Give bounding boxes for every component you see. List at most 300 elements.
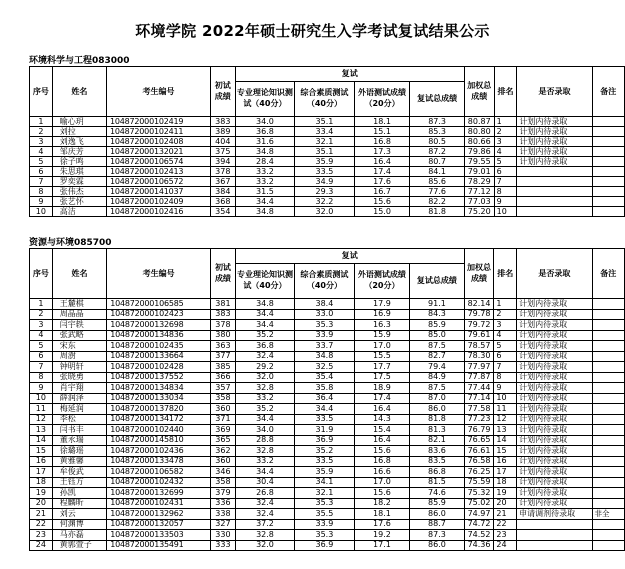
cell-initial-score: 327 bbox=[211, 519, 236, 530]
cell-initial-score: 394 bbox=[210, 157, 235, 167]
cell-rank: 9 bbox=[494, 383, 517, 394]
cell-professional-score: 28.4 bbox=[235, 157, 295, 167]
cell-initial-score: 389 bbox=[210, 127, 235, 137]
cell-language-score: 18.1 bbox=[354, 509, 410, 520]
header-admission: 是否录取 bbox=[517, 67, 592, 117]
cell-seq: 23 bbox=[30, 530, 53, 541]
cell-professional-score: 34.0 bbox=[235, 425, 294, 436]
cell-rank: 1 bbox=[494, 117, 517, 127]
cell-professional-score: 26.8 bbox=[235, 488, 294, 499]
cell-name: 张伟杰 bbox=[52, 187, 106, 197]
cell-admission-status bbox=[517, 167, 592, 177]
cell-retest-total: 82.1 bbox=[410, 435, 464, 446]
cell-rank: 8 bbox=[494, 187, 517, 197]
cell-exam-id: 104872000134172 bbox=[107, 414, 211, 425]
cell-exam-id: 104872000102419 bbox=[106, 117, 210, 127]
cell-rank: 6 bbox=[494, 167, 517, 177]
cell-language-score: 16.7 bbox=[354, 187, 410, 197]
cell-comprehensive-score: 36.9 bbox=[295, 435, 354, 446]
cell-weighted-score: 75.32 bbox=[464, 488, 494, 499]
cell-weighted-score: 78.57 bbox=[464, 341, 494, 352]
cell-initial-score: 384 bbox=[210, 187, 235, 197]
cell-initial-score: 346 bbox=[211, 467, 236, 478]
cell-comprehensive-score: 34.4 bbox=[295, 404, 354, 415]
cell-comprehensive-score: 35.4 bbox=[295, 372, 354, 383]
cell-rank: 16 bbox=[494, 456, 517, 467]
cell-rank: 10 bbox=[494, 207, 517, 217]
cell-name: 喻心玥 bbox=[52, 117, 106, 127]
cell-admission-status: 计划内待录取 bbox=[517, 477, 592, 488]
table-row bbox=[30, 187, 625, 197]
header-initial-score: 初试成绩 bbox=[211, 249, 236, 299]
cell-language-score: 16.4 bbox=[354, 157, 410, 167]
cell-professional-score: 37.2 bbox=[235, 519, 294, 530]
cell-language-score: 17.4 bbox=[354, 167, 410, 177]
table-row bbox=[30, 341, 625, 352]
cell-remark bbox=[592, 414, 624, 425]
cell-seq: 4 bbox=[30, 147, 53, 157]
table-row bbox=[30, 299, 625, 310]
cell-professional-score: 33.2 bbox=[235, 393, 294, 404]
cell-professional-score: 28.8 bbox=[235, 435, 294, 446]
cell-comprehensive-score: 35.2 bbox=[295, 446, 354, 457]
cell-admission-status bbox=[517, 540, 592, 551]
cell-retest-total: 87.2 bbox=[410, 147, 464, 157]
cell-admission-status: 计划内待录取 bbox=[517, 456, 592, 467]
cell-language-score: 16.9 bbox=[354, 309, 410, 320]
cell-comprehensive-score: 32.1 bbox=[295, 488, 354, 499]
cell-name: 肖宇翔 bbox=[52, 383, 106, 394]
cell-language-score: 16.3 bbox=[354, 320, 410, 331]
cell-professional-score: 34.8 bbox=[235, 207, 295, 217]
cell-exam-id: 104872000102432 bbox=[107, 477, 211, 488]
cell-name: 朱思琪 bbox=[52, 167, 106, 177]
cell-exam-id: 104872000106574 bbox=[106, 157, 210, 167]
cell-rank: 9 bbox=[494, 197, 517, 207]
cell-initial-score: 381 bbox=[211, 299, 236, 310]
cell-comprehensive-score: 36.4 bbox=[295, 393, 354, 404]
cell-admission-status: 计划内待录取 bbox=[517, 320, 592, 331]
section-label-resources-env: 资源与环境085700 bbox=[29, 238, 112, 248]
cell-initial-score: 375 bbox=[210, 147, 235, 157]
table-row bbox=[30, 467, 625, 478]
cell-remark bbox=[592, 309, 624, 320]
cell-initial-score: 371 bbox=[211, 414, 236, 425]
cell-rank: 8 bbox=[494, 372, 517, 383]
cell-initial-score: 377 bbox=[211, 351, 236, 362]
cell-professional-score: 30.4 bbox=[235, 477, 294, 488]
cell-remark bbox=[592, 456, 624, 467]
cell-initial-score: 404 bbox=[210, 137, 235, 147]
cell-language-score: 17.6 bbox=[354, 177, 410, 187]
cell-retest-total: 85.0 bbox=[410, 330, 464, 341]
cell-name: 邹庆芳 bbox=[52, 147, 106, 157]
cell-exam-id: 104872000134834 bbox=[107, 383, 211, 394]
cell-weighted-score: 74.52 bbox=[464, 530, 494, 541]
header-admission: 是否录取 bbox=[517, 249, 592, 299]
cell-rank: 12 bbox=[494, 414, 517, 425]
cell-name: 闫书丰 bbox=[52, 425, 106, 436]
cell-professional-score: 36.8 bbox=[235, 127, 295, 137]
cell-weighted-score: 76.65 bbox=[464, 435, 494, 446]
cell-seq: 3 bbox=[30, 320, 53, 331]
cell-name: 徐璐瑶 bbox=[52, 446, 106, 457]
cell-retest-total: 91.1 bbox=[410, 299, 464, 310]
cell-comprehensive-score: 34.1 bbox=[295, 477, 354, 488]
cell-rank: 20 bbox=[494, 498, 517, 509]
cell-name: 周澍 bbox=[52, 351, 106, 362]
cell-language-score: 15.4 bbox=[354, 425, 410, 436]
cell-retest-total: 84.1 bbox=[410, 167, 464, 177]
cell-professional-score: 34.4 bbox=[235, 309, 294, 320]
cell-remark bbox=[592, 177, 625, 187]
header-professional-test: 专业理论知识测试（40分） bbox=[235, 82, 295, 117]
cell-retest-total: 81.3 bbox=[410, 425, 464, 436]
cell-admission-status: 计划内待录取 bbox=[517, 351, 592, 362]
cell-seq: 24 bbox=[30, 540, 53, 551]
cell-comprehensive-score: 36.9 bbox=[295, 540, 354, 551]
cell-remark bbox=[592, 127, 625, 137]
cell-rank: 6 bbox=[494, 351, 517, 362]
table-row bbox=[30, 435, 625, 446]
cell-weighted-score: 78.30 bbox=[464, 351, 494, 362]
cell-seq: 19 bbox=[30, 488, 53, 499]
cell-exam-id: 104872000102436 bbox=[107, 446, 211, 457]
cell-name: 黄雅馨 bbox=[52, 456, 106, 467]
cell-seq: 2 bbox=[30, 127, 53, 137]
cell-language-score: 15.9 bbox=[354, 330, 410, 341]
cell-weighted-score: 75.02 bbox=[464, 498, 494, 509]
cell-professional-score: 34.8 bbox=[235, 299, 294, 310]
cell-seq: 1 bbox=[30, 299, 53, 310]
cell-exam-id: 104872000145810 bbox=[107, 435, 211, 446]
table-row bbox=[30, 509, 625, 520]
cell-admission-status: 计划内待录取 bbox=[517, 309, 592, 320]
cell-weighted-score: 74.72 bbox=[464, 519, 494, 530]
cell-exam-id: 104872000102431 bbox=[107, 498, 211, 509]
page-title: 环境学院 2022年硕士研究生入学考试复试结果公示 bbox=[135, 22, 490, 40]
cell-comprehensive-score: 35.3 bbox=[295, 498, 354, 509]
cell-seq: 9 bbox=[30, 197, 53, 207]
header-exam-id: 考生编号 bbox=[106, 67, 210, 117]
cell-seq: 7 bbox=[30, 362, 53, 373]
cell-remark bbox=[592, 330, 624, 341]
cell-retest-total: 85.3 bbox=[410, 127, 464, 137]
cell-language-score: 17.7 bbox=[354, 362, 410, 373]
cell-name: 孙凯 bbox=[52, 488, 106, 499]
cell-retest-total: 81.8 bbox=[410, 414, 464, 425]
cell-remark bbox=[592, 530, 624, 541]
table-row bbox=[30, 320, 625, 331]
table-row bbox=[30, 414, 625, 425]
cell-remark: 非全 bbox=[592, 509, 624, 520]
cell-professional-score: 31.5 bbox=[235, 187, 295, 197]
cell-comprehensive-score: 32.1 bbox=[295, 137, 355, 147]
cell-seq: 11 bbox=[30, 404, 53, 415]
cell-comprehensive-score: 29.3 bbox=[295, 187, 355, 197]
cell-remark bbox=[592, 372, 624, 383]
table-row bbox=[30, 530, 625, 541]
cell-retest-total: 86.0 bbox=[410, 540, 464, 551]
cell-initial-score: 360 bbox=[211, 456, 236, 467]
cell-name: 闫宇轶 bbox=[52, 320, 106, 331]
header-initial-score: 初试成绩 bbox=[210, 67, 235, 117]
cell-retest-total: 85.6 bbox=[410, 177, 464, 187]
cell-rank: 24 bbox=[494, 540, 517, 551]
cell-admission-status: 计划内待录取 bbox=[517, 147, 592, 157]
cell-initial-score: 363 bbox=[211, 341, 236, 352]
table-row bbox=[30, 137, 625, 147]
cell-exam-id: 104872000106572 bbox=[106, 177, 210, 187]
cell-admission-status: 计划内待录取 bbox=[517, 330, 592, 341]
resources-env-rows bbox=[30, 299, 625, 551]
cell-professional-score: 34.4 bbox=[235, 197, 295, 207]
cell-exam-id: 104872000102435 bbox=[107, 341, 211, 352]
table-row bbox=[30, 197, 625, 207]
cell-weighted-score: 79.01 bbox=[464, 167, 494, 177]
cell-remark bbox=[592, 187, 625, 197]
cell-language-score: 17.5 bbox=[354, 372, 410, 383]
cell-retest-total: 82.7 bbox=[410, 351, 464, 362]
cell-initial-score: 365 bbox=[211, 435, 236, 446]
cell-name: 高洁 bbox=[52, 207, 106, 217]
cell-language-score: 17.9 bbox=[354, 299, 410, 310]
cell-seq: 20 bbox=[30, 498, 53, 509]
cell-comprehensive-score: 33.0 bbox=[295, 309, 354, 320]
cell-name: 马亦磊 bbox=[52, 530, 106, 541]
cell-admission-status bbox=[517, 207, 592, 217]
cell-admission-status bbox=[517, 519, 592, 530]
cell-seq: 6 bbox=[30, 167, 53, 177]
cell-initial-score: 383 bbox=[211, 309, 236, 320]
cell-exam-id: 104872000102409 bbox=[106, 197, 210, 207]
header-weighted-score: 加权总成绩 bbox=[464, 249, 494, 299]
cell-language-score: 17.1 bbox=[354, 540, 410, 551]
cell-name: 梅延润 bbox=[52, 404, 106, 415]
cell-admission-status: 计划内待录取 bbox=[517, 157, 592, 167]
cell-admission-status: 计划内待录取 bbox=[517, 393, 592, 404]
cell-language-score: 17.4 bbox=[354, 393, 410, 404]
table-row bbox=[30, 404, 625, 415]
cell-admission-status: 计划内待录取 bbox=[517, 137, 592, 147]
cell-comprehensive-score: 38.4 bbox=[295, 299, 354, 310]
cell-weighted-score: 79.61 bbox=[464, 330, 494, 341]
cell-admission-status bbox=[517, 177, 592, 187]
cell-weighted-score: 77.97 bbox=[464, 362, 494, 373]
cell-seq: 18 bbox=[30, 477, 53, 488]
cell-initial-score: 338 bbox=[211, 509, 236, 520]
cell-seq: 7 bbox=[30, 177, 53, 187]
cell-admission-status bbox=[517, 530, 592, 541]
table-row bbox=[30, 147, 625, 157]
cell-rank: 4 bbox=[494, 147, 517, 157]
results-table-resources-env bbox=[29, 248, 625, 551]
cell-admission-status bbox=[517, 197, 592, 207]
cell-remark bbox=[592, 498, 624, 509]
cell-seq: 5 bbox=[30, 157, 53, 167]
cell-professional-score: 34.4 bbox=[235, 414, 294, 425]
cell-comprehensive-score: 35.5 bbox=[295, 509, 354, 520]
cell-weighted-score: 78.29 bbox=[464, 177, 494, 187]
cell-professional-score: 33.2 bbox=[235, 177, 295, 187]
cell-seq: 21 bbox=[30, 509, 53, 520]
cell-initial-score: 333 bbox=[211, 540, 236, 551]
cell-name: 何渊博 bbox=[52, 519, 106, 530]
cell-professional-score: 32.4 bbox=[235, 351, 294, 362]
env-science-rows bbox=[30, 117, 625, 217]
cell-weighted-score: 74.36 bbox=[464, 540, 494, 551]
cell-rank: 5 bbox=[494, 157, 517, 167]
cell-retest-total: 86.0 bbox=[410, 404, 464, 415]
cell-rank: 17 bbox=[494, 467, 517, 478]
cell-rank: 7 bbox=[494, 362, 517, 373]
cell-remark bbox=[592, 167, 625, 177]
table-row bbox=[30, 456, 625, 467]
cell-admission-status: 计划内待录取 bbox=[517, 414, 592, 425]
cell-name: 薛润泽 bbox=[52, 393, 106, 404]
cell-weighted-score: 79.78 bbox=[464, 309, 494, 320]
cell-admission-status: 计划内待录取 bbox=[517, 127, 592, 137]
cell-seq: 10 bbox=[30, 393, 53, 404]
cell-language-score: 17.3 bbox=[354, 147, 410, 157]
cell-seq: 12 bbox=[30, 414, 53, 425]
cell-admission-status: 计划内待录取 bbox=[517, 299, 592, 310]
header-name: 姓名 bbox=[52, 249, 106, 299]
cell-weighted-score: 75.59 bbox=[464, 477, 494, 488]
cell-rank: 2 bbox=[494, 309, 517, 320]
table-row bbox=[30, 157, 625, 167]
cell-exam-id: 104872000106585 bbox=[107, 299, 211, 310]
cell-retest-total: 87.5 bbox=[410, 383, 464, 394]
cell-exam-id: 104872000102416 bbox=[106, 207, 210, 217]
header-rank: 排名 bbox=[494, 249, 517, 299]
cell-rank: 15 bbox=[494, 446, 517, 457]
cell-name: 刘云 bbox=[52, 509, 106, 520]
cell-name: 程麟昕 bbox=[52, 498, 106, 509]
cell-seq: 10 bbox=[30, 207, 53, 217]
cell-language-score: 18.2 bbox=[354, 498, 410, 509]
cell-retest-total: 87.3 bbox=[410, 530, 464, 541]
header-language-test: 外语测试成绩（20分） bbox=[354, 82, 410, 117]
cell-weighted-score: 77.58 bbox=[464, 404, 494, 415]
header-retest-group: 复试 bbox=[235, 67, 464, 82]
cell-exam-id: 104872000133503 bbox=[107, 530, 211, 541]
table-row bbox=[30, 540, 625, 551]
cell-remark bbox=[592, 488, 624, 499]
cell-comprehensive-score: 33.4 bbox=[295, 127, 355, 137]
cell-rank: 23 bbox=[494, 530, 517, 541]
cell-initial-score: 360 bbox=[211, 404, 236, 415]
cell-language-score: 15.5 bbox=[354, 351, 410, 362]
cell-exam-id: 104872000133034 bbox=[107, 393, 211, 404]
cell-name: 刘拉 bbox=[52, 127, 106, 137]
cell-language-score: 17.6 bbox=[354, 519, 410, 530]
cell-admission-status: 计划内待录取 bbox=[517, 467, 592, 478]
cell-language-score: 14.3 bbox=[354, 414, 410, 425]
cell-remark bbox=[592, 351, 624, 362]
cell-exam-id: 104872000133478 bbox=[107, 456, 211, 467]
cell-rank: 22 bbox=[494, 519, 517, 530]
cell-retest-total: 87.0 bbox=[410, 393, 464, 404]
cell-professional-score: 35.2 bbox=[235, 330, 294, 341]
cell-initial-score: 379 bbox=[211, 488, 236, 499]
cell-professional-score: 34.4 bbox=[235, 467, 294, 478]
header-comprehensive-test: 综合素质测试（40分） bbox=[295, 82, 355, 117]
cell-professional-score: 35.2 bbox=[235, 404, 294, 415]
cell-professional-score: 32.4 bbox=[235, 509, 294, 520]
cell-exam-id: 104872000132057 bbox=[107, 519, 211, 530]
cell-rank: 14 bbox=[494, 435, 517, 446]
cell-weighted-score: 75.20 bbox=[464, 207, 494, 217]
cell-language-score: 18.1 bbox=[354, 117, 410, 127]
cell-exam-id: 104872000132698 bbox=[107, 320, 211, 331]
table-row bbox=[30, 488, 625, 499]
cell-name: 董永瑞 bbox=[52, 435, 106, 446]
cell-comprehensive-score: 34.9 bbox=[295, 177, 355, 187]
cell-rank: 3 bbox=[494, 320, 517, 331]
cell-admission-status: 计划内待录取 bbox=[517, 341, 592, 352]
results-table-env-science bbox=[29, 66, 625, 217]
cell-retest-total: 84.3 bbox=[410, 309, 464, 320]
cell-comprehensive-score: 35.1 bbox=[295, 147, 355, 157]
cell-remark bbox=[592, 393, 624, 404]
cell-language-score: 16.8 bbox=[354, 456, 410, 467]
cell-seq: 2 bbox=[30, 309, 53, 320]
table-row bbox=[30, 207, 625, 217]
cell-weighted-score: 77.87 bbox=[464, 372, 494, 383]
cell-rank: 21 bbox=[494, 509, 517, 520]
cell-remark bbox=[592, 320, 624, 331]
cell-comprehensive-score: 33.5 bbox=[295, 414, 354, 425]
cell-initial-score: 368 bbox=[210, 197, 235, 207]
cell-remark bbox=[592, 157, 625, 167]
cell-retest-total: 83.5 bbox=[410, 456, 464, 467]
cell-initial-score: 385 bbox=[211, 362, 236, 373]
cell-retest-total: 80.7 bbox=[410, 157, 464, 167]
cell-admission-status bbox=[517, 187, 592, 197]
table-row bbox=[30, 167, 625, 177]
cell-comprehensive-score: 35.1 bbox=[295, 117, 355, 127]
cell-seq: 3 bbox=[30, 137, 53, 147]
cell-seq: 8 bbox=[30, 187, 53, 197]
cell-exam-id: 104872000102408 bbox=[106, 137, 210, 147]
cell-retest-total: 77.6 bbox=[410, 187, 464, 197]
cell-professional-score: 34.8 bbox=[235, 147, 295, 157]
cell-comprehensive-score: 31.9 bbox=[295, 425, 354, 436]
cell-remark bbox=[592, 147, 625, 157]
cell-weighted-score: 77.44 bbox=[464, 383, 494, 394]
cell-seq: 4 bbox=[30, 330, 53, 341]
cell-retest-total: 88.7 bbox=[410, 519, 464, 530]
cell-initial-score: 366 bbox=[211, 372, 236, 383]
cell-language-score: 15.6 bbox=[354, 446, 410, 457]
cell-comprehensive-score: 35.9 bbox=[295, 467, 354, 478]
cell-rank: 19 bbox=[494, 488, 517, 499]
cell-initial-score: 378 bbox=[211, 320, 236, 331]
cell-remark bbox=[592, 435, 624, 446]
cell-language-score: 15.1 bbox=[354, 127, 410, 137]
cell-initial-score: 330 bbox=[211, 530, 236, 541]
cell-admission-status: 计划内待录取 bbox=[517, 117, 592, 127]
cell-seq: 16 bbox=[30, 456, 53, 467]
cell-exam-id: 104872000102428 bbox=[107, 362, 211, 373]
cell-comprehensive-score: 32.0 bbox=[295, 207, 355, 217]
cell-admission-status: 计划内待录取 bbox=[517, 372, 592, 383]
cell-name: 张武略 bbox=[52, 330, 106, 341]
cell-initial-score: 369 bbox=[211, 425, 236, 436]
cell-weighted-score: 80.87 bbox=[464, 117, 494, 127]
header-exam-id: 考生编号 bbox=[107, 249, 211, 299]
